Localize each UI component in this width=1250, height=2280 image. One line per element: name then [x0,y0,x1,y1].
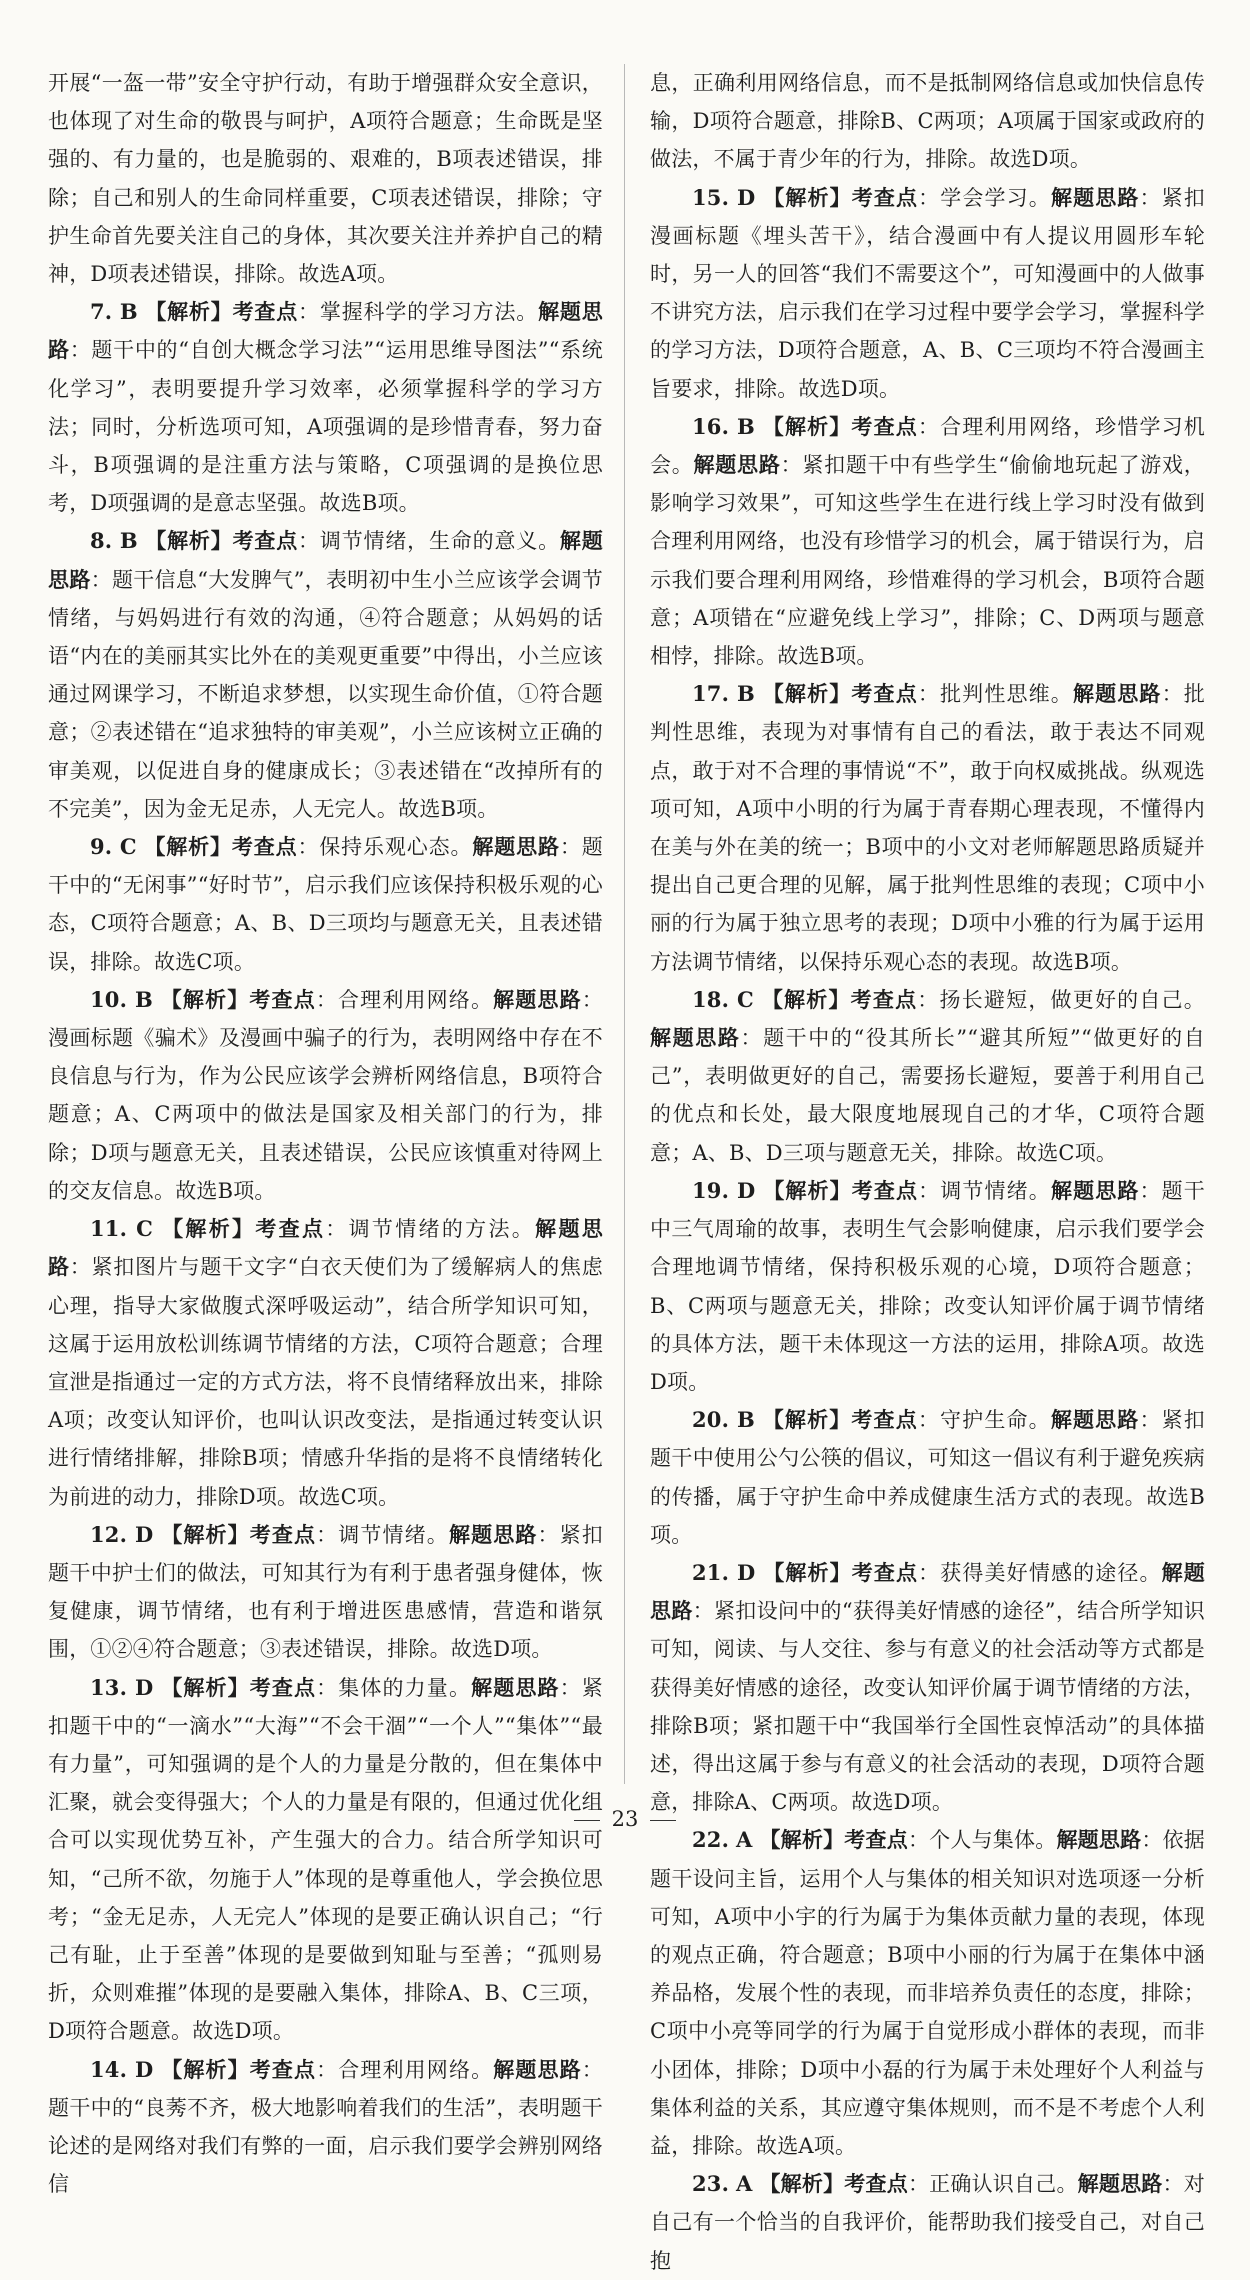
question-number: 21. [692,1559,730,1585]
knowledge-point: ：批判性思维。 [917,682,1073,707]
kaochadian-label: 考查点 [844,1827,908,1853]
question-number: 22. [692,1827,730,1853]
question-number: 13. [90,1674,128,1700]
answer-letter: D [736,184,756,210]
jieti-label: 解题思路 [650,1025,741,1051]
jieti-label: 解题思路 [650,1559,1205,1624]
analysis-label: 【解析】 [145,299,233,325]
answer-item [48,522,603,828]
analysis-label: 【解析】 [761,986,851,1012]
knowledge-point: ：调节情绪。 [918,1178,1051,1203]
knowledge-point: ：合理利用网络。 [315,987,494,1012]
answer-letter: D [134,2056,154,2082]
answer-letter: D [736,1177,756,1203]
question-number: 18. [692,986,730,1012]
solution-text: ：漫画标题《骗术》及漫画中骗子的行为，表明网络中存在不良信息与行为，作为公民应该学会辨析网络信息，B项符合题意；A、C两项中的做法是国家及相关部门的行为，排除；D项与题意无关，且表述错误，公民应该慎重对待网上的交友信息。故选B项。 [48,987,603,1203]
knowledge-point: ：调节情绪的方法。 [325,1217,536,1242]
question-number: 16. [692,413,730,439]
knowledge-point: ：调节情绪，生命的意义。 [298,529,560,554]
answer-letter: B [736,681,755,707]
answer-letter: C [737,986,754,1012]
solution-text: ：题干中的“自创大概念学习法”“运用思维导图法”“系统化学习”，表明要提升学习效率，必须掌握科学的学习方法；同时，分析选项可知，A项强调的是珍惜青春，努力奋斗，B项强调的是注重方法与策略，C项强调的是换位思考，D项强调的是意志坚强。故选B项。 [48,338,604,516]
answer-letter: C [136,1216,154,1242]
jieti-label: 解题思路 [471,1674,560,1700]
jieti-label: 解题思路 [1072,681,1162,707]
continued-paragraph: 开展“一盔一带”安全守护行动，有助于增强群众安全意识，也体现了对生命的敬畏与呵护，A项符合题意；生命既是坚强的、有力量的，也是脆弱的、艰难的，B项表述错误，排除；自己和别人的生命同样重要，C项表述错误，排除；守护生命首先要关注自己的身体，其次要关注并养护自己的精神，D项表述错误，排除。故选A项。 [48,71,603,287]
continued-paragraph: 息，正确利用网络信息，而不是抵制网络信息或加快信息传输，D项符合题意，排除B、C两项；A项属于国家或政府的做法，不属于青少年的行为，排除。故选D项。 [650,71,1205,172]
knowledge-point: ：获得美好情感的途径。 [918,1560,1162,1585]
jieti-label: 解题思路 [1050,1407,1140,1433]
analysis-label: 【解析】 [160,986,250,1012]
question-number: 20. [692,1407,730,1433]
jieti-label: 解题思路 [48,299,603,363]
answer-item [650,1821,1205,2165]
kaochadian-label: 考查点 [851,681,918,707]
question-number: 10. [90,986,128,1012]
kaochadian-label: 考查点 [249,1674,317,1700]
answer-letter: D [134,1674,154,1700]
kaochadian-label: 考查点 [844,2171,908,2197]
footer-dash-left [574,1820,600,1821]
analysis-label: 【解析】 [763,184,852,210]
answer-letter: A [736,2171,753,2197]
kaochadian-label: 考查点 [249,1521,317,1547]
question-number: 14. [90,2056,128,2082]
jieti-label: 解题思路 [1050,1177,1140,1203]
jieti-label: 解题思路 [1050,184,1140,210]
solution-text: ：题干中的“役其所长”“避其所短”“做更好的自己”，表明做更好的自己，需要扬长避短，要善于利用自己的优点和长处，最大限度地展现自己的才华，C项符合题意；A、B、D三项与题意无关，排除。故选C项。 [650,1026,1205,1165]
question-number: 12. [90,1521,128,1547]
answer-letter: B [119,299,138,325]
question-number: 19. [692,1177,730,1203]
question-number: 9. [90,834,113,860]
analysis-label: 【解析】 [161,2056,250,2082]
jieti-label: 解题思路 [48,528,603,592]
analysis-label: 【解析】 [759,1827,845,1853]
solution-text: ：题干中三气周瑜的故事，表明生气会影响健康，启示我们要学会合理地调节情绪，保持积极乐观的心境，D项符合题意；B、C两项与题意无关，排除；改变认知评价属于调节情绪的具体方法，题干未体现这一方法的运用，排除A项。故选D项。 [650,1178,1205,1394]
analysis-label: 【解析】 [763,1559,852,1585]
answer-letter: B [119,528,138,554]
solution-text: ：依据题干设问主旨，运用个人与集体的相关知识对选项逐一分析可知，A项中小宇的行为属于为集体贡献力量的表现，体现的观点正确，符合题意；B项中小丽的行为属于在集体中涵养品格，发展个性的表现，而非培养负责任的态度，排除；C项中小亮等同学的行为属于自觉形成小群体的表现，而非小团体，排除；D项中小磊的行为属于未处理好个人利益与集体利益的关系，其应遵守集体规则，而不是不考虑个人利益，排除。故选A项。 [650,1828,1205,2158]
answer-item [48,828,603,981]
page-number-footer [0,1806,1250,1832]
analysis-label: 【解析】 [763,1177,852,1203]
analysis-label: 【解析】 [762,413,852,439]
answer-item [650,2165,1205,2280]
solution-text: ：紧扣题干中护士们的做法，可知其行为有利于患者强身健体，恢复健康，调节情绪，也有利于增进医患感情，营造和谐氛围，①②④符合题意；③表述错误，排除。故选D项。 [48,1522,603,1662]
knowledge-point: ：个人与集体。 [907,1828,1057,1853]
answer-item [650,179,1205,408]
jieti-label: 解题思路 [493,2056,582,2082]
knowledge-point: ：学会学习。 [918,185,1051,210]
question-number: 15. [692,184,730,210]
kaochadian-label: 考查点 [850,986,918,1012]
question-number: 7. [90,299,113,325]
answer-item [650,1554,1205,1821]
jieti-label: 解题思路 [493,986,582,1012]
kaochadian-label: 考查点 [249,2056,317,2082]
solution-text: ：紧扣题干中有些学生“偷偷地玩起了游戏，影响学习效果”，可知这些学生在进行线上学习时没有做到合理利用网络，也没有珍惜学习的机会，属于错误行为，启示我们要合理利用网络，珍惜难得的学习机会，B项符合题意；A项错在“应避免线上学习”，排除；C、D两项与题意相悖，排除。故选B项。 [650,453,1206,669]
answer-item [650,1401,1205,1554]
analysis-label: 【解析】 [762,1407,852,1433]
question-number: 8. [90,528,113,554]
solution-text: ：对自己有一个恰当的自我评价，能帮助我们接受自己，对自己抱 [650,2172,1205,2273]
solution-text: ：批判性思维，表现为对事情有自己的看法，敢于表达不同观点，敢于对不合理的事情说“不”，敢于向权威挑战。纵观选项可知，A项中小明的行为属于青春期心理表现，不懂得内在美与外在美的统一；B项中的小文对老师解题思路质疑并提出自己更合理的见解，属于批判性思维的表现；C项中小丽的行为属于独立思考的表现；D项中小雅的行为属于运用方法调节情绪，以保持乐观心态的表现。故选B项。 [650,682,1205,974]
right-column [650,64,1205,2280]
jieti-label: 解题思路 [472,834,560,860]
kaochadian-label: 考查点 [851,1177,919,1203]
knowledge-point: ：调节情绪。 [316,1522,449,1547]
answer-item [48,293,603,522]
jieti-label: 解题思路 [1056,1827,1142,1853]
kaochadian-label: 考查点 [249,986,316,1012]
jieti-label: 解题思路 [693,452,781,478]
knowledge-point: ：保持乐观心态。 [297,835,473,860]
kaochadian-label: 考查点 [851,1407,918,1433]
jieti-label: 解题思路 [1077,2171,1163,2197]
answer-item [48,981,603,1210]
kaochadian-label: 考查点 [851,413,918,439]
answer-letter: A [736,1827,753,1853]
answer-letter: B [134,986,153,1012]
analysis-label: 【解析】 [144,834,232,860]
answer-item [48,1669,603,2051]
answer-item [48,2051,603,2204]
kaochadian-label: 考查点 [851,184,919,210]
kaochadian-label: 考查点 [232,299,299,325]
jieti-label: 解题思路 [48,1216,603,1280]
answer-letter: B [736,1407,755,1433]
analysis-label: 【解析】 [161,1674,250,1700]
left-column [48,64,603,2203]
knowledge-point: ：守护生命。 [917,1408,1051,1433]
analysis-label: 【解析】 [762,681,852,707]
kaochadian-label: 考查点 [232,528,299,554]
knowledge-point: ：掌握科学的学习方法。 [298,300,539,325]
analysis-label: 【解析】 [759,2171,845,2197]
page-number: 23 [611,1807,639,1831]
analysis-label: 【解析】 [145,528,233,554]
solution-text: ：题干中的“良莠不齐，极大地影响着我们的生活”，表明题干论述的是网络对我们有弊的一面，启示我们要学会辨别网络信 [48,2057,603,2197]
solution-text: ：紧扣图片与题干文字“白衣天使们为了缓解病人的焦虑心理，指导大家做腹式深呼吸运动”，结合所学知识可知，这属于运用放松训练调节情绪的方法，C项符合题意；合理宣泄是指通过一定的方式方法，将不良情绪释放出来，排除A项；改变认知评价，也叫认识改变法，是指通过转变认识进行情绪排解，排除B项；情感升华指的是将不良情绪转化为前进的动力，排除D项。故选C项。 [48,1255,603,1509]
solution-text: ：题干信息“大发脾气”，表明初中生小兰应该学会调节情绪，与妈妈进行有效的沟通，④符合题意；从妈妈的话语“内在的美丽其实比外在的美观更重要”中得出，小兰应该通过网课学习，不断追求梦想，以实现生命价值，①符合题意；②表述错在“追求独特的审美观”，小兰应该树立正确的审美观，以促进自身的健康成长；③表述错在“改掉所有的不完美”，因为金无足赤，人无完人。故选B项。 [48,567,603,821]
answer-item [48,1516,603,1669]
knowledge-point: ：正确认识自己。 [907,2172,1078,2197]
answer-letter: C [119,834,137,860]
answer-item [650,408,1205,675]
answer-item [650,1172,1205,1401]
knowledge-point: ：合理利用网络。 [316,2057,494,2082]
column-divider [624,64,625,1784]
question-number: 11. [90,1216,128,1242]
jieti-label: 解题思路 [448,1521,538,1547]
knowledge-point: ：扬长避短，做更好的自己。 [917,987,1205,1012]
analysis-label: 【解析】 [161,1521,250,1547]
footer-dash-right [650,1820,676,1821]
solution-text: ：紧扣题干中的“一滴水”“大海”“不会干涸”“一个人”“集体”“最有力量”，可知强调的是个人的力量是分散的，但在集体中汇聚，就会变得强大；个人的力量是有限的，但通过优化组合可以实现优势互补，产生强大的合力。结合所学知识可知，“己所不欲，勿施于人”体现的是尊重他人，学会换位思考；“金无足赤，人无完人”体现的是要正确认识自己；“行己有耻，止于至善”体现的是要做到知耻与至善；“孤则易折，众则难摧”体现的是要融入集体，排除A、B、C三项，D项符合题意。故选D项。 [48,1675,603,2044]
answer-item [650,675,1205,981]
question-number: 23. [692,2171,730,2197]
answer-letter: D [736,1559,756,1585]
question-number: 17. [692,681,730,707]
answer-item [650,981,1205,1172]
solution-text: ：题干中的“无闲事”“好时节”，启示我们应该保持积极乐观的心态，C项符合题意；A、B、D三项均与题意无关，且表述错误，排除。故选C项。 [48,835,603,974]
analysis-label: 【解析】 [162,1216,256,1242]
solution-text: ：紧扣漫画标题《埋头苦干》，结合漫画中有人提议用圆形车轮时，另一人的回答“我们不需要这个”，可知漫画中的人做事不讲究方法，启示我们在学习过程中要学会学习，掌握科学的学习方法，D项符合题意，A、B、C三项均不符合漫画主旨要求，排除。故选D项。 [650,185,1205,401]
solution-text: ：紧扣设问中的“获得美好情感的途径”，结合所学知识可知，阅读、与人交往、参与有意义的社会活动等方式都是获得美好情感的途径，改变认知评价属于调节情绪的方法，排除B项；紧扣题干中“我国举行全国性哀悼活动”的具体描述，得出这属于参与有意义的社会活动的表现，D项符合题意，排除A、C两项。故选D项。 [650,1599,1205,1815]
answer-item [48,1210,603,1516]
knowledge-point: ：集体的力量。 [316,1675,472,1700]
answer-letter: B [736,413,755,439]
solution-text: ：紧扣题干中使用公勺公筷的倡议，可知这一倡议有利于避免疾病的传播，属于守护生命中养成健康生活方式的表现。故选B项。 [650,1408,1205,1547]
answer-letter: D [134,1521,154,1547]
kaochadian-label: 考查点 [255,1216,326,1242]
knowledge-point: ：合理利用网络，珍惜学习机会。 [650,414,1205,478]
kaochadian-label: 考查点 [231,834,298,860]
kaochadian-label: 考查点 [851,1559,919,1585]
